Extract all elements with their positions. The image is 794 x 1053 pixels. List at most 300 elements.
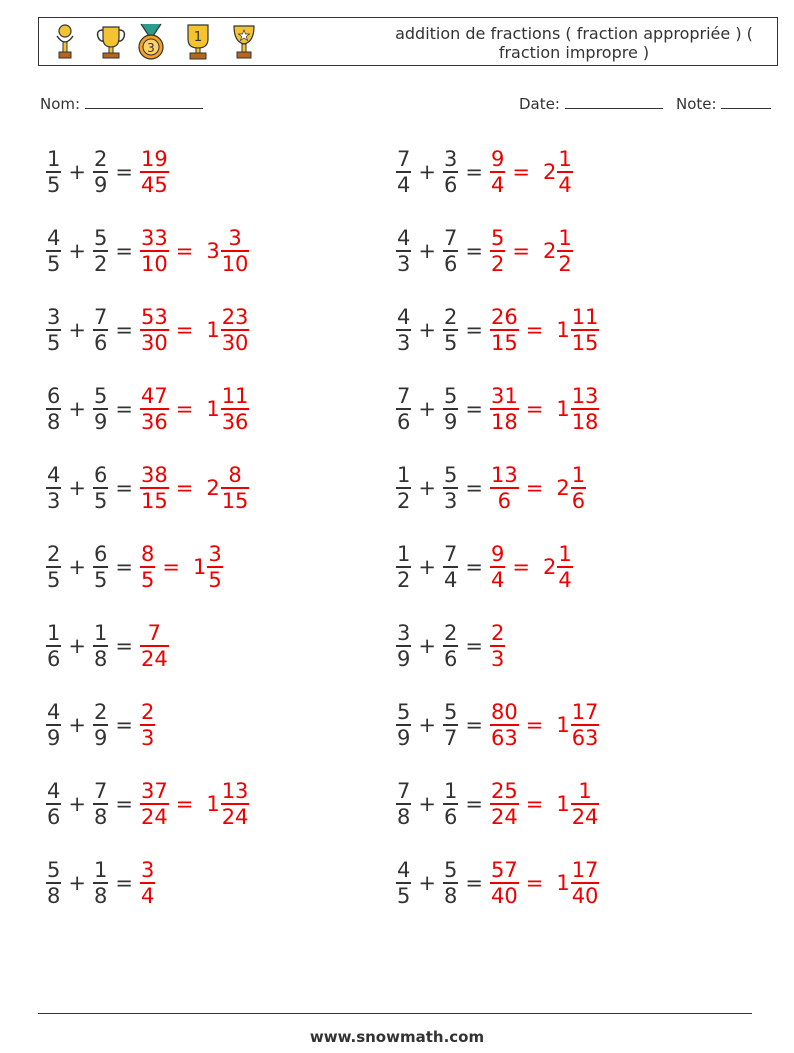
result-fraction (490, 147, 505, 197)
plus-sign: + (418, 792, 436, 816)
result-fraction (140, 542, 155, 592)
addend-2 (93, 384, 108, 434)
numerator: 5 (443, 463, 458, 488)
plus-sign: + (68, 713, 86, 737)
denominator: 15 (221, 488, 249, 513)
denominator: 8 (443, 883, 458, 908)
denominator: 4 (558, 567, 572, 592)
problem-5 (46, 302, 249, 358)
numerator: 1 (397, 542, 411, 567)
equals-sign: = (512, 555, 530, 579)
problem-17 (46, 776, 249, 832)
mixed-whole: 2 (542, 555, 557, 579)
denominator: 45 (140, 172, 168, 197)
denominator: 2 (558, 251, 572, 276)
numerator: 31 (490, 384, 518, 409)
denominator: 9 (443, 409, 458, 434)
denominator: 5 (47, 172, 61, 197)
denominator: 4 (397, 172, 411, 197)
mixed-fraction (221, 305, 250, 355)
numerator: 1 (571, 463, 586, 488)
numerator: 5 (443, 858, 458, 883)
equals-sign: = (115, 318, 133, 342)
addend-2 (93, 305, 108, 355)
problem-10 (396, 460, 586, 516)
denominator: 6 (93, 330, 108, 355)
numerator: 5 (443, 700, 458, 725)
numerator: 2 (93, 147, 108, 172)
medal-3-icon (135, 22, 167, 62)
mixed-fraction (207, 542, 222, 592)
numerator: 8 (228, 463, 242, 488)
addend-2 (93, 226, 108, 276)
addend-1 (396, 779, 411, 829)
plus-sign: + (68, 239, 86, 263)
equals-sign: = (465, 239, 483, 263)
addend-2 (443, 305, 458, 355)
equals-sign: = (115, 713, 133, 737)
addend-1 (396, 147, 411, 197)
numerator: 5 (47, 858, 61, 883)
denominator: 15 (140, 488, 168, 513)
equals-sign: = (175, 239, 194, 263)
numerator: 2 (140, 700, 155, 725)
mixed-whole: 1 (556, 397, 570, 421)
denominator: 9 (93, 172, 108, 197)
denominator: 30 (221, 330, 249, 355)
denominator: 5 (397, 883, 411, 908)
denominator: 4 (490, 172, 505, 197)
header-box (38, 17, 778, 66)
denominator: 18 (571, 409, 599, 434)
addend-2 (443, 621, 458, 671)
mixed-fraction (571, 858, 600, 908)
denominator: 6 (497, 488, 512, 513)
mixed-fraction (557, 542, 572, 592)
result-fraction (490, 463, 519, 513)
name-label: Nom: (40, 95, 81, 113)
plus-sign: + (418, 871, 436, 895)
result-fraction (490, 858, 519, 908)
addend-2 (443, 542, 458, 592)
numerator: 6 (47, 384, 61, 409)
note-blank[interactable] (721, 94, 771, 109)
equals-sign: = (175, 318, 194, 342)
denominator: 2 (397, 488, 411, 513)
mixed-fraction (571, 779, 600, 829)
mixed-whole: 1 (556, 713, 570, 737)
denominator: 3 (140, 725, 155, 750)
plus-sign: + (68, 555, 86, 579)
equals-sign: = (465, 476, 483, 500)
plus-sign: + (68, 318, 86, 342)
denominator: 8 (93, 804, 108, 829)
problem-16 (396, 697, 599, 753)
numerator: 57 (490, 858, 518, 883)
result-fraction (140, 384, 169, 434)
numerator: 4 (397, 858, 411, 883)
denominator: 5 (93, 488, 108, 513)
numerator: 25 (490, 779, 518, 804)
answer (140, 305, 249, 355)
equals-sign: = (115, 634, 133, 658)
denominator: 5 (47, 330, 61, 355)
numerator: 37 (140, 779, 168, 804)
numerator: 3 (228, 226, 242, 251)
denominator: 10 (140, 251, 168, 276)
problem-4 (396, 223, 573, 279)
numerator: 3 (443, 147, 458, 172)
numerator: 7 (147, 621, 162, 646)
result-fraction (140, 858, 155, 908)
result-fraction (140, 147, 169, 197)
numerator: 4 (47, 779, 61, 804)
denominator: 9 (93, 725, 108, 750)
answer (490, 858, 599, 908)
addend-1 (396, 542, 411, 592)
mixed-fraction (571, 305, 600, 355)
numerator: 2 (490, 621, 505, 646)
addend-1 (396, 463, 411, 513)
addend-1 (46, 147, 61, 197)
equals-sign: = (115, 397, 133, 421)
addend-1 (46, 858, 61, 908)
equals-sign: = (525, 713, 544, 737)
numerator: 6 (93, 463, 108, 488)
mixed-whole: 1 (192, 555, 207, 579)
denominator: 10 (221, 251, 249, 276)
addend-2 (443, 147, 458, 197)
mixed-whole: 1 (556, 318, 570, 342)
answer (140, 384, 249, 434)
equals-sign: = (162, 555, 180, 579)
numerator: 8 (140, 542, 155, 567)
numerator: 80 (490, 700, 518, 725)
mixed-fraction (557, 226, 572, 276)
denominator: 9 (397, 646, 411, 671)
numerator: 17 (571, 858, 599, 883)
problem-3 (46, 223, 249, 279)
denominator: 40 (571, 883, 599, 908)
denominator: 6 (397, 409, 411, 434)
numerator: 4 (397, 305, 411, 330)
problem-9 (46, 460, 249, 516)
result-fraction (490, 226, 505, 276)
denominator: 5 (93, 567, 108, 592)
numerator: 9 (490, 542, 505, 567)
result-fraction (140, 226, 169, 276)
equals-sign: = (465, 871, 483, 895)
numerator: 33 (140, 226, 168, 251)
denominator: 3 (47, 488, 61, 513)
denominator: 24 (571, 804, 599, 829)
addend-1 (46, 305, 61, 355)
problem-12 (396, 539, 573, 595)
denominator: 6 (443, 646, 458, 671)
numerator: 3 (208, 542, 222, 567)
equals-sign: = (525, 318, 544, 342)
addend-1 (396, 384, 411, 434)
plus-sign: + (418, 239, 436, 263)
mixed-whole: 2 (542, 160, 557, 184)
result-fraction (490, 621, 505, 671)
answer (490, 542, 573, 592)
answer (490, 226, 573, 276)
mixed-whole: 3 (206, 239, 220, 263)
plus-sign: + (418, 318, 436, 342)
answer (140, 463, 249, 513)
denominator: 5 (47, 567, 61, 592)
denominator: 4 (140, 883, 155, 908)
numerator: 4 (47, 700, 61, 725)
denominator: 8 (93, 883, 108, 908)
problem-11 (46, 539, 223, 595)
addend-2 (93, 700, 108, 750)
problem-20 (396, 855, 599, 911)
problem-7 (46, 381, 249, 437)
equals-sign: = (115, 476, 133, 500)
mixed-whole: 2 (542, 239, 557, 263)
date-field (519, 94, 663, 113)
numerator: 9 (490, 147, 505, 172)
mixed-fraction (557, 147, 572, 197)
mixed-whole: 1 (206, 792, 220, 816)
name-blank[interactable] (85, 94, 203, 109)
numerator: 4 (47, 463, 61, 488)
answer (140, 226, 249, 276)
problem-19 (46, 855, 155, 911)
numerator: 5 (93, 226, 108, 251)
numerator: 13 (571, 384, 599, 409)
addend-2 (93, 779, 108, 829)
denominator: 30 (140, 330, 168, 355)
result-fraction (490, 542, 505, 592)
plus-sign: + (68, 160, 86, 184)
numerator: 2 (93, 700, 108, 725)
equals-sign: = (465, 713, 483, 737)
numerator: 6 (93, 542, 108, 567)
problem-1 (46, 144, 169, 200)
denominator: 15 (571, 330, 599, 355)
numerator: 2 (47, 542, 61, 567)
answer (140, 621, 169, 671)
numerator: 3 (47, 305, 61, 330)
numerator: 5 (490, 226, 505, 251)
problem-14 (396, 618, 505, 674)
plus-sign: + (68, 476, 86, 500)
result-fraction (140, 463, 169, 513)
equals-sign: = (115, 555, 133, 579)
answer (490, 463, 586, 513)
addend-2 (443, 858, 458, 908)
trophy-star-icon (229, 22, 259, 62)
answer (140, 542, 223, 592)
numerator: 5 (443, 384, 458, 409)
denominator: 6 (443, 804, 458, 829)
plus-sign: + (68, 792, 86, 816)
denominator: 63 (490, 725, 518, 750)
numerator: 3 (140, 858, 155, 883)
addend-1 (46, 700, 61, 750)
trophy-ribbon-icon (51, 22, 79, 62)
equals-sign: = (115, 160, 133, 184)
numerator: 19 (140, 147, 168, 172)
worksheet-title: addition de fractions ( fraction appropriée ) ( fraction impropre ) (395, 24, 753, 62)
mixed-whole: 2 (556, 476, 570, 500)
numerator: 1 (578, 779, 592, 804)
numerator: 11 (221, 384, 249, 409)
plus-sign: + (418, 476, 436, 500)
answer (140, 858, 155, 908)
plus-sign: + (68, 397, 86, 421)
addend-1 (46, 384, 61, 434)
answer (490, 700, 599, 750)
numerator: 1 (47, 621, 61, 646)
addend-1 (396, 305, 411, 355)
denominator: 8 (93, 646, 108, 671)
addend-1 (46, 621, 61, 671)
denominator: 24 (140, 804, 168, 829)
denominator: 36 (221, 409, 249, 434)
plus-sign: + (418, 555, 436, 579)
denominator: 24 (490, 804, 518, 829)
numerator: 2 (443, 305, 458, 330)
mixed-whole: 2 (206, 476, 220, 500)
addend-2 (443, 700, 458, 750)
denominator: 4 (490, 567, 505, 592)
numerator: 7 (443, 542, 458, 567)
answer (490, 384, 599, 434)
equals-sign: = (512, 160, 530, 184)
addend-1 (46, 226, 61, 276)
addend-2 (443, 384, 458, 434)
equals-sign: = (465, 160, 483, 184)
problem-13 (46, 618, 169, 674)
numerator: 4 (397, 226, 411, 251)
result-fraction (490, 700, 519, 750)
numerator: 7 (93, 779, 108, 804)
numerator: 13 (490, 463, 518, 488)
plus-sign: + (418, 634, 436, 658)
problem-15 (46, 697, 155, 753)
equals-sign: = (175, 476, 194, 500)
problem-2 (396, 144, 573, 200)
mixed-whole: 1 (556, 792, 570, 816)
denominator: 6 (47, 646, 61, 671)
problem-8 (396, 381, 599, 437)
denominator: 9 (47, 725, 61, 750)
equals-sign: = (465, 792, 483, 816)
mixed-fraction (571, 700, 600, 750)
addend-2 (93, 621, 108, 671)
denominator: 36 (140, 409, 168, 434)
addend-2 (443, 463, 458, 513)
result-fraction (140, 700, 155, 750)
plus-sign: + (418, 160, 436, 184)
denominator: 6 (571, 488, 586, 513)
note-label: Note: (676, 95, 717, 113)
denominator: 24 (221, 804, 249, 829)
equals-sign: = (175, 397, 194, 421)
addend-1 (396, 700, 411, 750)
numerator: 1 (93, 858, 108, 883)
mixed-whole: 1 (206, 397, 220, 421)
answer (490, 779, 599, 829)
mixed-fraction (571, 463, 586, 513)
numerator: 7 (93, 305, 108, 330)
addend-2 (93, 542, 108, 592)
problem-18 (396, 776, 599, 832)
numerator: 1 (93, 621, 108, 646)
denominator: 3 (397, 251, 411, 276)
equals-sign: = (465, 634, 483, 658)
denominator: 5 (443, 330, 458, 355)
denominator: 24 (140, 646, 168, 671)
numerator: 7 (443, 226, 458, 251)
denominator: 63 (571, 725, 599, 750)
trophy-cup-icon (95, 22, 127, 62)
equals-sign: = (525, 476, 544, 500)
equals-sign: = (465, 397, 483, 421)
equals-sign: = (525, 792, 544, 816)
denominator: 6 (443, 172, 458, 197)
numerator: 7 (397, 779, 411, 804)
equals-sign: = (115, 239, 133, 263)
denominator: 9 (93, 409, 108, 434)
mixed-fraction (571, 384, 600, 434)
numerator: 1 (558, 226, 572, 251)
addend-1 (46, 463, 61, 513)
trophy-1-icon (183, 22, 213, 62)
answer (490, 621, 505, 671)
numerator: 1 (558, 147, 572, 172)
result-fraction (140, 305, 169, 355)
numerator: 1 (443, 779, 458, 804)
date-label: Date: (519, 95, 560, 113)
denominator: 8 (47, 409, 61, 434)
numerator: 11 (571, 305, 599, 330)
mixed-fraction (221, 384, 250, 434)
equals-sign: = (115, 792, 133, 816)
denominator: 4 (443, 567, 458, 592)
result-fraction (490, 384, 519, 434)
plus-sign: + (418, 397, 436, 421)
numerator: 53 (140, 305, 168, 330)
date-blank[interactable] (565, 94, 663, 109)
footer-url: www.snowmath.com (309, 1028, 485, 1046)
answer (490, 305, 599, 355)
svg-text:3: 3 (147, 41, 155, 55)
denominator: 8 (47, 883, 61, 908)
footer-divider (38, 1013, 752, 1014)
plus-sign: + (418, 713, 436, 737)
equals-sign: = (115, 871, 133, 895)
equals-sign: = (525, 397, 544, 421)
denominator: 15 (490, 330, 518, 355)
denominator: 3 (397, 330, 411, 355)
addend-1 (396, 621, 411, 671)
numerator: 47 (140, 384, 168, 409)
result-fraction (490, 779, 519, 829)
denominator: 40 (490, 883, 518, 908)
denominator: 9 (397, 725, 411, 750)
equals-sign: = (525, 871, 544, 895)
addend-1 (396, 226, 411, 276)
name-field (40, 94, 203, 113)
numerator: 5 (397, 700, 411, 725)
mixed-fraction (221, 779, 250, 829)
numerator: 4 (47, 226, 61, 251)
